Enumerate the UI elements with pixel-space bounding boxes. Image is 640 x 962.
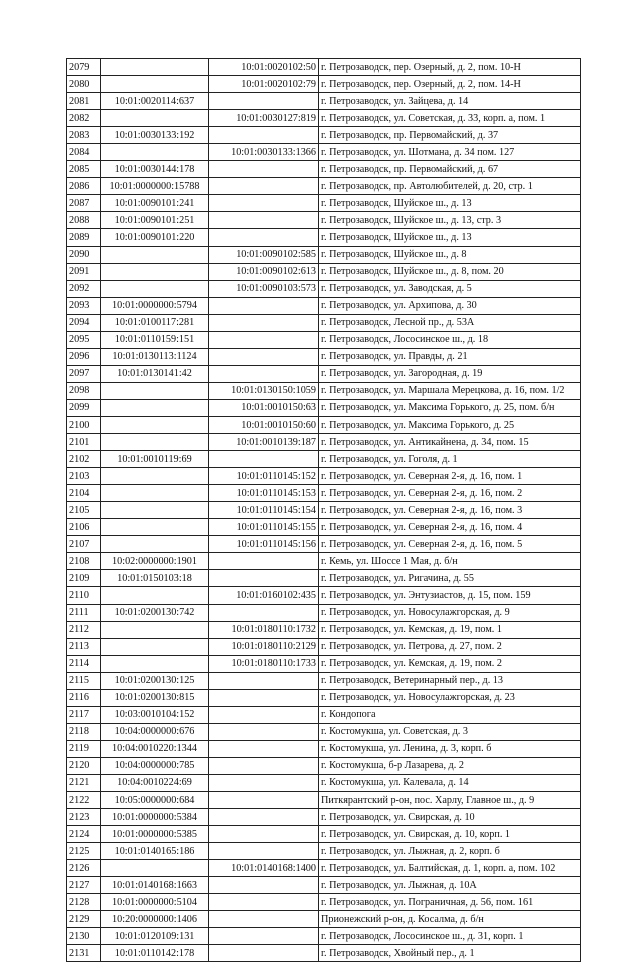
- land-cadastral-number-cell: 10:01:0200130:742: [101, 604, 209, 621]
- table-row: [67, 485, 581, 502]
- row-number-cell: 2112: [67, 621, 101, 638]
- building-cadastral-number-cell: [209, 757, 319, 774]
- address-cell: г. Петрозаводск, пр. Первомайский, д. 37: [319, 127, 581, 144]
- land-cadastral-number-cell: 10:01:0130113:1124: [101, 348, 209, 365]
- land-cadastral-number-cell: 10:01:0120109:131: [101, 928, 209, 945]
- address-cell: г. Петрозаводск, Шуйское ш., д. 13: [319, 229, 581, 246]
- row-number-cell: 2099: [67, 399, 101, 416]
- land-cadastral-number-cell: 10:01:0000000:5384: [101, 809, 209, 826]
- address-cell: г. Петрозаводск, ул. Северная 2-я, д. 16, пом. 2: [319, 485, 581, 502]
- land-cadastral-number-cell: [101, 110, 209, 127]
- row-number-cell: 2116: [67, 689, 101, 706]
- table-row: [67, 382, 581, 399]
- row-number-cell: 2086: [67, 178, 101, 195]
- table-row: [67, 263, 581, 280]
- table-row: [67, 416, 581, 433]
- row-number-cell: 2129: [67, 911, 101, 928]
- table-row: [67, 774, 581, 791]
- row-number-cell: 2087: [67, 195, 101, 212]
- land-cadastral-number-cell: [101, 485, 209, 502]
- land-cadastral-number-cell: [101, 382, 209, 399]
- row-number-cell: 2080: [67, 76, 101, 93]
- row-number-cell: 2092: [67, 280, 101, 297]
- building-cadastral-number-cell: 10:01:0180110:2129: [209, 638, 319, 655]
- address-cell: г. Петрозаводск, Лесной пр., д. 53А: [319, 314, 581, 331]
- building-cadastral-number-cell: [209, 314, 319, 331]
- table-row: [67, 365, 581, 382]
- row-number-cell: 2089: [67, 229, 101, 246]
- building-cadastral-number-cell: 10:01:0020102:50: [209, 59, 319, 76]
- row-number-cell: 2122: [67, 792, 101, 809]
- building-cadastral-number-cell: [209, 792, 319, 809]
- table-row: [67, 434, 581, 451]
- table-row: [67, 911, 581, 928]
- address-cell: г. Петрозаводск, ул. Максима Горького, д. 25: [319, 416, 581, 433]
- address-cell: г. Петрозаводск, ул. Лыжная, д. 10А: [319, 877, 581, 894]
- row-number-cell: 2083: [67, 127, 101, 144]
- row-number-cell: 2090: [67, 246, 101, 263]
- table-row: [67, 246, 581, 263]
- row-number-cell: 2108: [67, 553, 101, 570]
- address-cell: г. Петрозаводск, ул. Новосулажгорская, д. 9: [319, 604, 581, 621]
- row-number-cell: 2095: [67, 331, 101, 348]
- land-cadastral-number-cell: 10:20:0000000:1406: [101, 911, 209, 928]
- land-cadastral-number-cell: 10:04:0000000:785: [101, 757, 209, 774]
- address-cell: г. Петрозаводск, ул. Кемская, д. 19, пом. 2: [319, 655, 581, 672]
- building-cadastral-number-cell: [209, 723, 319, 740]
- building-cadastral-number-cell: 10:01:0110145:154: [209, 502, 319, 519]
- land-cadastral-number-cell: [101, 144, 209, 161]
- table-row: [67, 843, 581, 860]
- address-cell: г. Петрозаводск, ул. Северная 2-я, д. 16, пом. 5: [319, 536, 581, 553]
- building-cadastral-number-cell: 10:01:0010150:60: [209, 416, 319, 433]
- land-cadastral-number-cell: 10:04:0010220:1344: [101, 740, 209, 757]
- building-cadastral-number-cell: 10:01:0010139:187: [209, 434, 319, 451]
- building-cadastral-number-cell: 10:01:0180110:1733: [209, 655, 319, 672]
- land-cadastral-number-cell: [101, 399, 209, 416]
- row-number-cell: 2113: [67, 638, 101, 655]
- building-cadastral-number-cell: 10:01:0110145:152: [209, 468, 319, 485]
- table-row: [67, 314, 581, 331]
- address-cell: г. Костомукша, б-р Лазарева, д. 2: [319, 757, 581, 774]
- building-cadastral-number-cell: [209, 877, 319, 894]
- table-row: [67, 144, 581, 161]
- building-cadastral-number-cell: [209, 689, 319, 706]
- table-row: [67, 468, 581, 485]
- table-row: [67, 178, 581, 195]
- row-number-cell: 2117: [67, 706, 101, 723]
- land-cadastral-number-cell: [101, 536, 209, 553]
- land-cadastral-number-cell: 10:01:0000000:5104: [101, 894, 209, 911]
- address-cell: г. Петрозаводск, ул. Кемская, д. 19, пом. 1: [319, 621, 581, 638]
- land-cadastral-number-cell: 10:01:0020114:637: [101, 93, 209, 110]
- building-cadastral-number-cell: [209, 570, 319, 587]
- land-cadastral-number-cell: [101, 621, 209, 638]
- table-row: [67, 655, 581, 672]
- land-cadastral-number-cell: [101, 860, 209, 877]
- address-cell: г. Петрозаводск, пер. Озерный, д. 2, пом. 10-Н: [319, 59, 581, 76]
- address-cell: г. Костомукша, ул. Калевала, д. 14: [319, 774, 581, 791]
- row-number-cell: 2101: [67, 434, 101, 451]
- table-row: [67, 604, 581, 621]
- address-cell: г. Петрозаводск, ул. Северная 2-я, д. 16, пом. 3: [319, 502, 581, 519]
- land-cadastral-number-cell: 10:01:0090101:220: [101, 229, 209, 246]
- row-number-cell: 2111: [67, 604, 101, 621]
- row-number-cell: 2120: [67, 757, 101, 774]
- table-row: [67, 570, 581, 587]
- table-row: [67, 280, 581, 297]
- building-cadastral-number-cell: 10:01:0140168:1400: [209, 860, 319, 877]
- land-cadastral-number-cell: [101, 280, 209, 297]
- land-cadastral-number-cell: 10:03:0010104:152: [101, 706, 209, 723]
- row-number-cell: 2127: [67, 877, 101, 894]
- address-cell: Прионежский р-он, д. Косалма, д. б/н: [319, 911, 581, 928]
- row-number-cell: 2126: [67, 860, 101, 877]
- table-row: [67, 161, 581, 178]
- address-cell: г. Костомукша, ул. Советская, д. 3: [319, 723, 581, 740]
- building-cadastral-number-cell: [209, 195, 319, 212]
- address-cell: г. Петрозаводск, Лососинское ш., д. 18: [319, 331, 581, 348]
- address-cell: г. Петрозаводск, Ветеринарный пер., д. 13: [319, 672, 581, 689]
- building-cadastral-number-cell: [209, 212, 319, 229]
- land-cadastral-number-cell: 10:04:0010224:69: [101, 774, 209, 791]
- address-cell: г. Петрозаводск, ул. Энтузиастов, д. 15, пом. 159: [319, 587, 581, 604]
- table-row: [67, 809, 581, 826]
- registry-table-body: [67, 59, 581, 962]
- table-row: [67, 860, 581, 877]
- table-row: [67, 792, 581, 809]
- building-cadastral-number-cell: [209, 127, 319, 144]
- land-cadastral-number-cell: [101, 434, 209, 451]
- row-number-cell: 2098: [67, 382, 101, 399]
- building-cadastral-number-cell: 10:01:0130150:1059: [209, 382, 319, 399]
- address-cell: г. Петрозаводск, ул. Антикайнена, д. 34, пом. 15: [319, 434, 581, 451]
- row-number-cell: 2131: [67, 945, 101, 962]
- land-cadastral-number-cell: [101, 468, 209, 485]
- registry-table: [66, 58, 581, 962]
- building-cadastral-number-cell: 10:01:0110145:156: [209, 536, 319, 553]
- row-number-cell: 2110: [67, 587, 101, 604]
- address-cell: г. Петрозаводск, Шуйское ш., д. 8: [319, 246, 581, 263]
- table-row: [67, 451, 581, 468]
- address-cell: г. Петрозаводск, пер. Озерный, д. 2, пом. 14-Н: [319, 76, 581, 93]
- land-cadastral-number-cell: 10:05:0000000:684: [101, 792, 209, 809]
- building-cadastral-number-cell: [209, 93, 319, 110]
- row-number-cell: 2123: [67, 809, 101, 826]
- row-number-cell: 2124: [67, 826, 101, 843]
- building-cadastral-number-cell: 10:01:0090103:573: [209, 280, 319, 297]
- land-cadastral-number-cell: 10:01:0140165:186: [101, 843, 209, 860]
- table-row: [67, 212, 581, 229]
- address-cell: г. Петрозаводск, ул. Новосулажгорская, д. 23: [319, 689, 581, 706]
- table-row: [67, 399, 581, 416]
- row-number-cell: 2102: [67, 451, 101, 468]
- address-cell: г. Петрозаводск, ул. Советская, д. 33, корп. а, пом. 1: [319, 110, 581, 127]
- row-number-cell: 2128: [67, 894, 101, 911]
- building-cadastral-number-cell: [209, 553, 319, 570]
- land-cadastral-number-cell: 10:01:0090101:241: [101, 195, 209, 212]
- address-cell: г. Петрозаводск, ул. Загородная, д. 19: [319, 365, 581, 382]
- building-cadastral-number-cell: [209, 843, 319, 860]
- address-cell: г. Петрозаводск, ул. Маршала Мерецкова, д. 16, пом. 1/2: [319, 382, 581, 399]
- building-cadastral-number-cell: [209, 945, 319, 962]
- address-cell: г. Петрозаводск, ул. Свирская, д. 10, корп. 1: [319, 826, 581, 843]
- address-cell: г. Кондопога: [319, 706, 581, 723]
- land-cadastral-number-cell: [101, 59, 209, 76]
- building-cadastral-number-cell: [209, 178, 319, 195]
- row-number-cell: 2103: [67, 468, 101, 485]
- building-cadastral-number-cell: 10:01:0030127:819: [209, 110, 319, 127]
- table-row: [67, 59, 581, 76]
- row-number-cell: 2118: [67, 723, 101, 740]
- row-number-cell: 2107: [67, 536, 101, 553]
- building-cadastral-number-cell: [209, 672, 319, 689]
- address-cell: г. Петрозаводск, ул. Зайцева, д. 14: [319, 93, 581, 110]
- row-number-cell: 2119: [67, 740, 101, 757]
- land-cadastral-number-cell: 10:01:0200130:125: [101, 672, 209, 689]
- table-row: [67, 519, 581, 536]
- row-number-cell: 2109: [67, 570, 101, 587]
- row-number-cell: 2088: [67, 212, 101, 229]
- land-cadastral-number-cell: 10:01:0000000:5794: [101, 297, 209, 314]
- address-cell: г. Петрозаводск, ул. Заводская, д. 5: [319, 280, 581, 297]
- table-row: [67, 672, 581, 689]
- building-cadastral-number-cell: [209, 365, 319, 382]
- table-row: [67, 621, 581, 638]
- land-cadastral-number-cell: [101, 263, 209, 280]
- building-cadastral-number-cell: [209, 348, 319, 365]
- land-cadastral-number-cell: 10:01:0010119:69: [101, 451, 209, 468]
- address-cell: г. Петрозаводск, ул. Северная 2-я, д. 16, пом. 4: [319, 519, 581, 536]
- row-number-cell: 2093: [67, 297, 101, 314]
- row-number-cell: 2104: [67, 485, 101, 502]
- land-cadastral-number-cell: [101, 246, 209, 263]
- table-row: [67, 723, 581, 740]
- table-row: [67, 638, 581, 655]
- table-row: [67, 826, 581, 843]
- address-cell: г. Петрозаводск, ул. Балтийская, д. 1, корп. а, пом. 102: [319, 860, 581, 877]
- land-cadastral-number-cell: 10:01:0090101:251: [101, 212, 209, 229]
- building-cadastral-number-cell: 10:01:0110145:153: [209, 485, 319, 502]
- address-cell: г. Петрозаводск, ул. Северная 2-я, д. 16, пом. 1: [319, 468, 581, 485]
- building-cadastral-number-cell: 10:01:0090102:613: [209, 263, 319, 280]
- land-cadastral-number-cell: [101, 655, 209, 672]
- row-number-cell: 2091: [67, 263, 101, 280]
- row-number-cell: 2096: [67, 348, 101, 365]
- address-cell: г. Петрозаводск, ул. Максима Горького, д. 25, пом. б/н: [319, 399, 581, 416]
- table-row: [67, 928, 581, 945]
- address-cell: г. Петрозаводск, Лососинское ш., д. 31, корп. 1: [319, 928, 581, 945]
- table-row: [67, 297, 581, 314]
- row-number-cell: 2106: [67, 519, 101, 536]
- table-row: [67, 93, 581, 110]
- address-cell: г. Петрозаводск, ул. Лыжная, д. 2, корп. б: [319, 843, 581, 860]
- building-cadastral-number-cell: [209, 331, 319, 348]
- building-cadastral-number-cell: [209, 928, 319, 945]
- land-cadastral-number-cell: 10:02:0000000:1901: [101, 553, 209, 570]
- land-cadastral-number-cell: [101, 76, 209, 93]
- address-cell: г. Петрозаводск, ул. Пограничная, д. 56, пом. 161: [319, 894, 581, 911]
- address-cell: г. Петрозаводск, ул. Архипова, д. 30: [319, 297, 581, 314]
- row-number-cell: 2097: [67, 365, 101, 382]
- row-number-cell: 2079: [67, 59, 101, 76]
- address-cell: г. Петрозаводск, пр. Автолюбителей, д. 20, стр. 1: [319, 178, 581, 195]
- land-cadastral-number-cell: 10:01:0130141:42: [101, 365, 209, 382]
- row-number-cell: 2100: [67, 416, 101, 433]
- row-number-cell: 2094: [67, 314, 101, 331]
- address-cell: г. Петрозаводск, ул. Шотмана, д. 34 пом. 127: [319, 144, 581, 161]
- row-number-cell: 2125: [67, 843, 101, 860]
- address-cell: г. Петрозаводск, Шуйское ш., д. 13: [319, 195, 581, 212]
- land-cadastral-number-cell: [101, 502, 209, 519]
- table-row: [67, 706, 581, 723]
- address-cell: г. Петрозаводск, Шуйское ш., д. 8, пом. 20: [319, 263, 581, 280]
- table-row: [67, 689, 581, 706]
- table-row: [67, 331, 581, 348]
- row-number-cell: 2082: [67, 110, 101, 127]
- address-cell: г. Петрозаводск, ул. Свирская, д. 10: [319, 809, 581, 826]
- land-cadastral-number-cell: 10:01:0030144:178: [101, 161, 209, 178]
- row-number-cell: 2115: [67, 672, 101, 689]
- row-number-cell: 2114: [67, 655, 101, 672]
- land-cadastral-number-cell: [101, 587, 209, 604]
- table-row: [67, 502, 581, 519]
- building-cadastral-number-cell: [209, 161, 319, 178]
- land-cadastral-number-cell: 10:01:0030133:192: [101, 127, 209, 144]
- table-row: [67, 757, 581, 774]
- table-row: [67, 877, 581, 894]
- table-row: [67, 127, 581, 144]
- table-row: [67, 553, 581, 570]
- address-cell: г. Петрозаводск, ул. Гоголя, д. 1: [319, 451, 581, 468]
- row-number-cell: 2105: [67, 502, 101, 519]
- building-cadastral-number-cell: 10:01:0090102:585: [209, 246, 319, 263]
- table-row: [67, 587, 581, 604]
- table-row: [67, 945, 581, 962]
- table-row: [67, 76, 581, 93]
- table-row: [67, 894, 581, 911]
- row-number-cell: 2130: [67, 928, 101, 945]
- building-cadastral-number-cell: [209, 297, 319, 314]
- table-row: [67, 195, 581, 212]
- address-cell: г. Петрозаводск, ул. Правды, д. 21: [319, 348, 581, 365]
- land-cadastral-number-cell: [101, 638, 209, 655]
- building-cadastral-number-cell: [209, 604, 319, 621]
- building-cadastral-number-cell: [209, 451, 319, 468]
- building-cadastral-number-cell: 10:01:0010150:63: [209, 399, 319, 416]
- address-cell: г. Петрозаводск, пр. Первомайский, д. 67: [319, 161, 581, 178]
- building-cadastral-number-cell: [209, 911, 319, 928]
- building-cadastral-number-cell: [209, 826, 319, 843]
- table-row: [67, 536, 581, 553]
- address-cell: г. Костомукша, ул. Ленина, д. 3, корп. б: [319, 740, 581, 757]
- row-number-cell: 2081: [67, 93, 101, 110]
- land-cadastral-number-cell: 10:01:0110142:178: [101, 945, 209, 962]
- land-cadastral-number-cell: [101, 416, 209, 433]
- row-number-cell: 2085: [67, 161, 101, 178]
- land-cadastral-number-cell: 10:01:0110159:151: [101, 331, 209, 348]
- building-cadastral-number-cell: [209, 809, 319, 826]
- row-number-cell: 2084: [67, 144, 101, 161]
- address-cell: г. Петрозаводск, ул. Петрова, д. 27, пом. 2: [319, 638, 581, 655]
- building-cadastral-number-cell: 10:01:0160102:435: [209, 587, 319, 604]
- land-cadastral-number-cell: 10:01:0150103:18: [101, 570, 209, 587]
- address-cell: г. Петрозаводск, Шуйское ш., д. 13, стр. 3: [319, 212, 581, 229]
- land-cadastral-number-cell: 10:01:0100117:281: [101, 314, 209, 331]
- building-cadastral-number-cell: [209, 229, 319, 246]
- table-row: [67, 740, 581, 757]
- land-cadastral-number-cell: [101, 519, 209, 536]
- building-cadastral-number-cell: [209, 894, 319, 911]
- address-cell: г. Кемь, ул. Шоссе 1 Мая, д. б/н: [319, 553, 581, 570]
- table-row: [67, 229, 581, 246]
- table-row: [67, 348, 581, 365]
- address-cell: г. Петрозаводск, Хвойный пер., д. 1: [319, 945, 581, 962]
- land-cadastral-number-cell: 10:01:0000000:5385: [101, 826, 209, 843]
- land-cadastral-number-cell: 10:04:0000000:676: [101, 723, 209, 740]
- land-cadastral-number-cell: 10:01:0200130:815: [101, 689, 209, 706]
- building-cadastral-number-cell: [209, 740, 319, 757]
- building-cadastral-number-cell: [209, 774, 319, 791]
- building-cadastral-number-cell: 10:01:0030133:1366: [209, 144, 319, 161]
- table-row: [67, 110, 581, 127]
- address-cell: Питкярантский р-он, пос. Харлу, Главное ш., д. 9: [319, 792, 581, 809]
- building-cadastral-number-cell: 10:01:0180110:1732: [209, 621, 319, 638]
- address-cell: г. Петрозаводск, ул. Ригачина, д. 55: [319, 570, 581, 587]
- land-cadastral-number-cell: 10:01:0140168:1663: [101, 877, 209, 894]
- building-cadastral-number-cell: [209, 706, 319, 723]
- row-number-cell: 2121: [67, 774, 101, 791]
- building-cadastral-number-cell: 10:01:0110145:155: [209, 519, 319, 536]
- building-cadastral-number-cell: 10:01:0020102:79: [209, 76, 319, 93]
- land-cadastral-number-cell: 10:01:0000000:15788: [101, 178, 209, 195]
